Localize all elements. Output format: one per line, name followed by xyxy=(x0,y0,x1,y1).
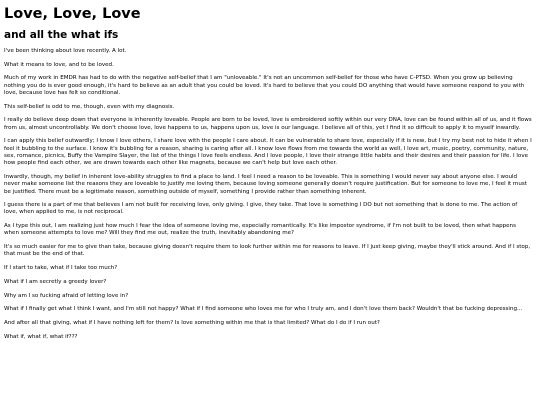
page-title: Love, Love, Love xyxy=(4,6,141,22)
paragraph: What if, what if, what if??? xyxy=(4,333,78,340)
paragraph: What if I am secretly a greedy lover? xyxy=(4,278,107,285)
paragraph: I can apply this belief outwardly; I know I love others, I share love with the people I care about. It can be vulnerable to share love, especially if it is new, but I try my best not to hide it when I feel it bubbling to the surface. I know it's bubbling for a reason, sharing is caring after all. I know love flows from me towards the world as well, I love art, music, poetry, community, nature, sex, romance, picnics, Buffy the Vampire Slayer, the list of the things I love feels endless. And I love people, I love their strange little habits and their desires and their passion for life. I love how people find each other, we are drawn towards each other like magnets, because we can't help but love each other. xyxy=(4,138,532,167)
paragraph: It's so much easier for me to give than take, because giving doesn't require them to look further within me for reasons to leave. If I just keep giving, maybe they'll stick around. And if I stop, that must be the end of that. xyxy=(4,244,531,258)
article-body xyxy=(4,48,532,341)
paragraph: What it means to love, and to be loved. xyxy=(4,61,114,68)
paragraph: If I start to take, what if I take too much? xyxy=(4,265,118,272)
paragraph: This self-belief is odd to me, though, even with my diagnosis. xyxy=(4,103,175,110)
paragraph: Why am I so fucking afraid of letting love in? xyxy=(4,292,129,299)
paragraph: As I type this out, I am realizing just how much I fear the idea of someone loving me, especially romantically. It's like impostor syndrome, if I'm not built to be loved, then what happens when someone attempts to love me? Will they find me out, realize the truth, inevitably abandoning me? xyxy=(4,223,516,237)
paragraph: What if I finally get what I think I want, and I'm still not happy? What if I find someone who loves me for who I truly am, and I don't love them back? Wouldn't that be fucking depressing... xyxy=(4,306,523,313)
paragraph: I really do believe deep down that everyone is inherently loveable. People are born to be loved, love is embroidered softly within our very DNA, love can be found within all of us, and it flows from us, almost uncontrollably. We don't choose love, love happens to us, happens upon us, love is our language. I believe all of this, yet I find it so difficult to apply it to myself inwardly. xyxy=(4,117,532,131)
page-subtitle: and all the what ifs xyxy=(4,29,119,41)
paragraph: Inwardly, though, my belief in inherent love-ability struggles to find a place to land. I feel I need a reason to be loveable. This is something I would never say about anyone else. I would never make someone list the reasons they are loveable to justify me loving them, because loving someone generally doesn't require justification. But for someone to love me, I feel it must be justified. There must be a legitimate reason, something outside of myself, something I provide rather than something inherent. xyxy=(4,173,527,195)
paragraph: I've been thinking about love recently. A lot. xyxy=(4,48,127,54)
paragraph: Much of my work in EMDR has had to do with the negative self-belief that I am "unloveable." It's not an uncommon self-belief for those who have C-PTSD. When you grow up believing nothing you do is ever good enough, it's hard to believe as an adult that you could be loved. It's hard to believe that you could DO anything that would have someone respond to you with love, because love has felt so conditional. xyxy=(4,75,525,96)
paragraph: I guess there is a part of me that believes I am not built for receiving love, only giving. I give, they take. That love is something I DO but not something that is done to me. The action of love, when applied to me, is not reciprocal. xyxy=(4,202,518,216)
paragraph: And after all that giving, what if I have nothing left for them? Is love something within me that is that limited? What do I do if I run out? xyxy=(4,319,380,326)
